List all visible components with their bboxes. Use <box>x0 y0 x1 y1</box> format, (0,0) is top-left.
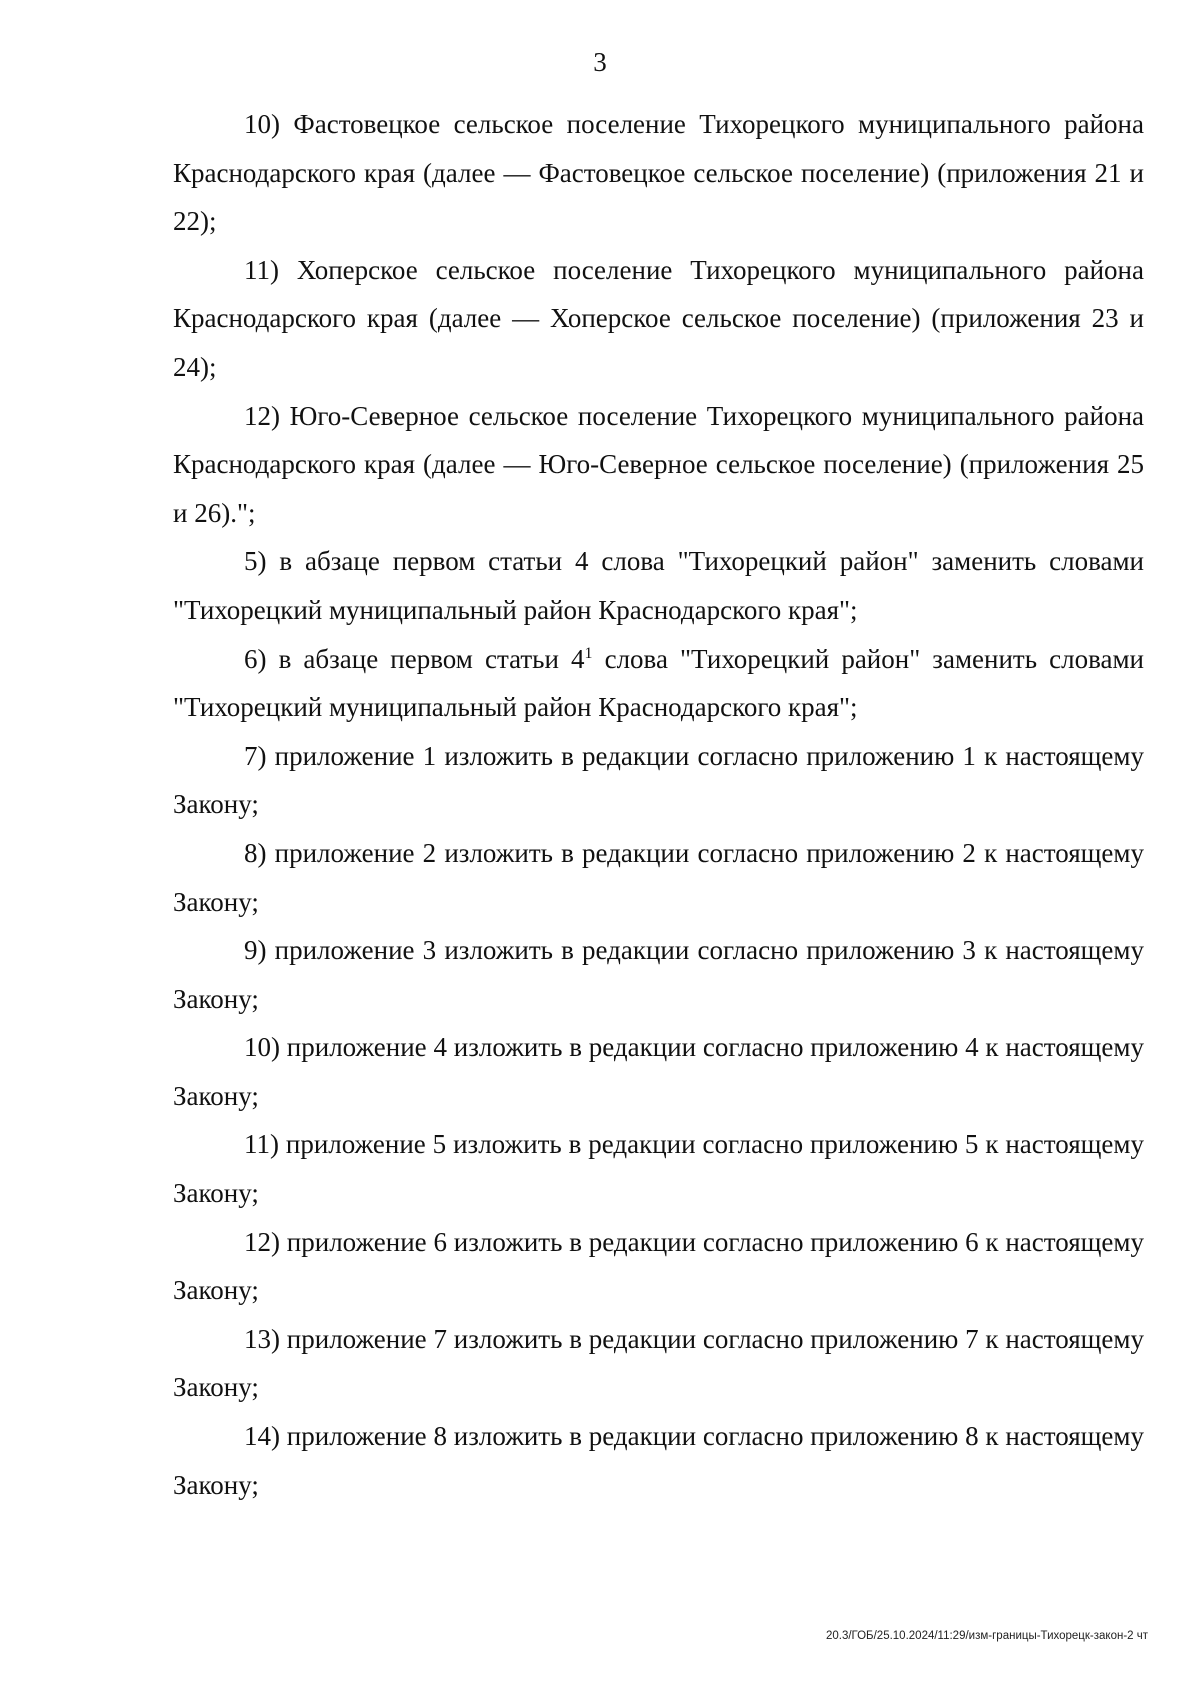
document-body <box>173 100 1144 1509</box>
paragraph-item-10-fastovetskoe: 10) Фастовецкое сельское поселение Тихорецкого муниципального района Краснодарского края (далее — Фастовецкое сельское поселение) (приложения 21 и 22); <box>173 109 1144 237</box>
paragraph-item-12-yugo-severnoe: 12) Юго-Северное сельское поселение Тихорецкого муниципального района Краснодарского края (далее — Юго-Северное сельское поселение) (приложения 25 и 26)."; <box>173 400 1144 528</box>
paragraph-item-11-khoperskoe: 11) Хоперское сельское поселение Тихорецкого муниципального района Краснодарского края (далее — Хоперское сельское поселение) (приложения 23 и 24); <box>173 254 1144 382</box>
paragraph-amendment-14: 14) приложение 8 изложить в редакции согласно приложению 8 к настоящему Закону; <box>173 1421 1144 1500</box>
page-number: 3 <box>593 47 607 77</box>
paragraph-amendment-6-start: 6) в абзаце первом статьи 4 <box>244 643 585 674</box>
paragraph-amendment-12: 12) приложение 6 изложить в редакции согласно приложению 6 к настоящему Закону; <box>173 1226 1144 1306</box>
paragraph-amendment-8: 8) приложение 2 изложить в редакции согласно приложению 2 к настоящему Закону; <box>173 837 1144 917</box>
paragraph-amendment-11: 11) приложение 5 изложить в редакции согласно приложению 5 к настоящему Закону; <box>173 1129 1144 1209</box>
paragraph-amendment-7: 7) приложение 1 изложить в редакции согласно приложению 1 к настоящему Закону; <box>173 740 1144 820</box>
paragraph-amendment-10: 10) приложение 4 изложить в редакции согласно приложению 4 к настоящему Закону; <box>173 1032 1144 1111</box>
paragraph-amendment-13: 13) приложение 7 изложить в редакции согласно приложению 7 к настоящему Закону; <box>173 1323 1144 1403</box>
document-footer-code: 20.3/ГОБ/25.10.2024/11:29/изм-границы-Тихорецк-закон-2 чт <box>825 1630 1148 1642</box>
paragraph-amendment-9: 9) приложение 3 изложить в редакции согласно приложению 3 к настоящему Закону; <box>173 935 1144 1014</box>
article-superscript: 1 <box>584 644 593 662</box>
paragraph-amendment-6 <box>173 635 1144 732</box>
paragraph-amendment-5: 5) в абзаце первом статьи 4 слова "Тихорецкий район" заменить словами "Тихорецкий муниципальный район Краснодарского края"; <box>173 546 1144 625</box>
paragraph-amendment-6-end: слова "Тихорецкий район" заменить словами "Тихорецкий муниципальный район Краснодарского края"; <box>173 643 1144 723</box>
